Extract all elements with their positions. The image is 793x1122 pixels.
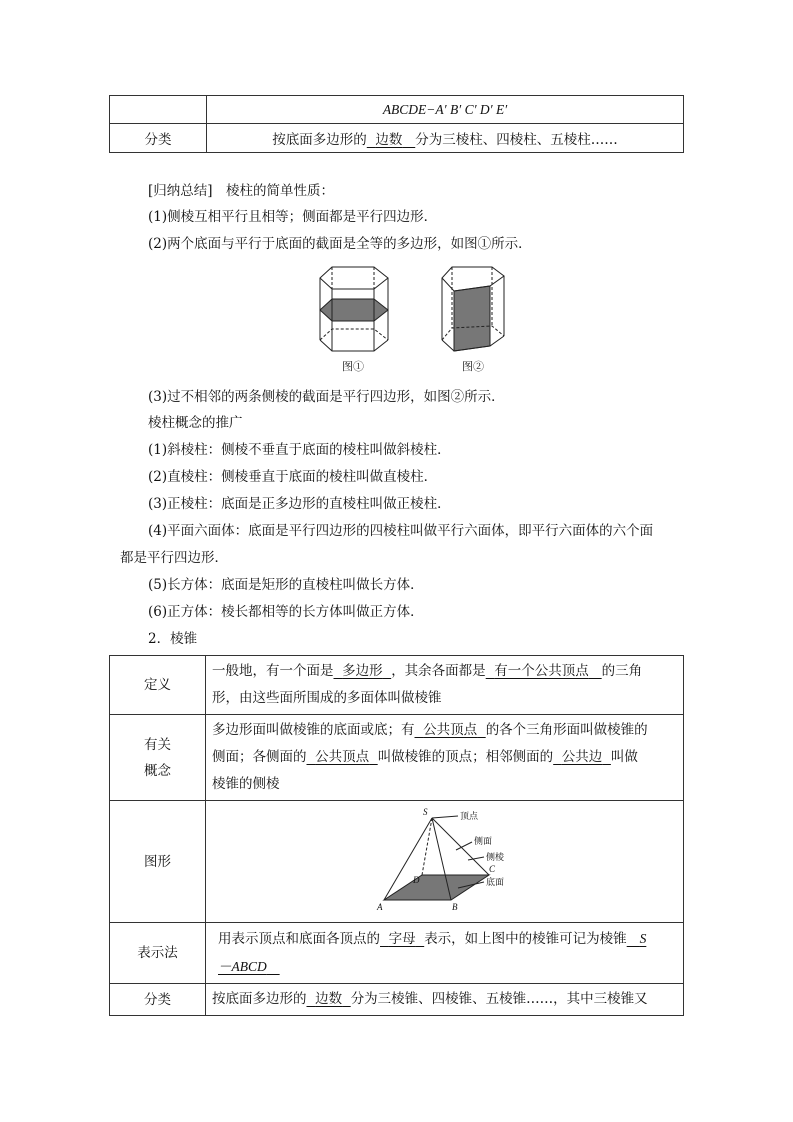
figure-cell [206,801,684,923]
empty-key-cell [110,96,207,124]
generalize-item: 都是平行四边形． [120,550,228,566]
generalize-item: (1)斜棱柱：侧棱不垂直于底面的棱柱叫做斜棱柱． [148,442,451,458]
property-3: (3)过不相邻的两条侧棱的截面是平行四边形，如图②所示． [148,389,505,405]
pyramid-classification-text: 按底面多边形的 边数 分为三棱锥、四棱锥、五棱锥……，其中三棱锥又 [206,984,684,1016]
figure-key: 图形 [110,801,206,923]
label-vertex: 顶点 [460,810,479,821]
generalize-item: (5)长方体：底面是矩形的直棱柱叫做长方体． [148,577,424,593]
concepts-key: 有关 概念 [110,715,206,801]
generalize-title: 棱柱概念的推广 [148,415,243,431]
pyramid-figure [206,802,683,922]
figure-2-caption: 图② [462,360,484,373]
prism-table-tail [109,95,684,153]
notation-key: 表示法 [110,923,206,984]
label-base: 底面 [486,876,505,887]
prism-notation: ABCDE−A′ B′ C′ D′ E′ [207,96,684,124]
property-1: (1)侧棱互相平行且相等；侧面都是平行四边形． [148,209,438,225]
label-b: B [452,901,458,912]
hexagonal-prism-figure [318,264,390,356]
definition-key: 定义 [110,656,206,715]
pyramid-classification-key: 分类 [110,984,206,1016]
generalize-item: (6)正方体：棱长都相等的长方体叫做正方体． [148,604,424,620]
figure-1-caption: 图① [342,360,364,373]
definition-text: 一般地，有一个面是 多边形 ，其余各面都是 有一个公共顶点 的三角 形，由这些面所围成的多面体叫做棱锥 [206,656,684,715]
label-s: S [423,806,428,817]
notation-text: 用表示顶点和底面各顶点的 字母 表示，如上图中的棱锥可记为棱锥 S －ABCD [206,923,684,984]
generalize-item: (3)正棱柱：底面是正多边形的直棱柱叫做正棱柱． [148,496,451,512]
pyramid-table [109,655,684,1016]
classification-text: 按底面多边形的 边数 分为三棱柱、四棱柱、五棱柱…… [207,124,684,153]
generalize-item: (2)直棱柱：侧棱垂直于底面的棱柱叫做直棱柱． [148,469,438,485]
prism-diagonal-section-figure [440,264,506,356]
label-side-edge: 侧棱 [486,851,505,862]
label-c: C [489,863,496,874]
property-2: (2)两个底面与平行于底面的截面是全等的多边形，如图①所示． [148,236,532,252]
section-heading: 2．棱锥 [148,631,198,647]
label-d: D [413,874,420,885]
label-a: A [377,901,383,912]
label-side-face: 侧面 [474,835,493,846]
summary-heading: [归纳总结] 棱柱的简单性质： [148,183,335,199]
generalize-item: (4)平面六面体：底面是平行四边形的四棱柱叫做平行六面体，即平行六面体的六个面 [148,523,654,539]
concepts-text: 多边形面叫做棱锥的底面或底；有 公共顶点 的各个三角形面叫做棱锥的 侧面；各侧面的 公共顶点 叫做棱锥的顶点；相邻侧面的 公共边 叫做 棱锥的侧棱 [206,715,684,801]
classification-key: 分类 [110,124,207,153]
